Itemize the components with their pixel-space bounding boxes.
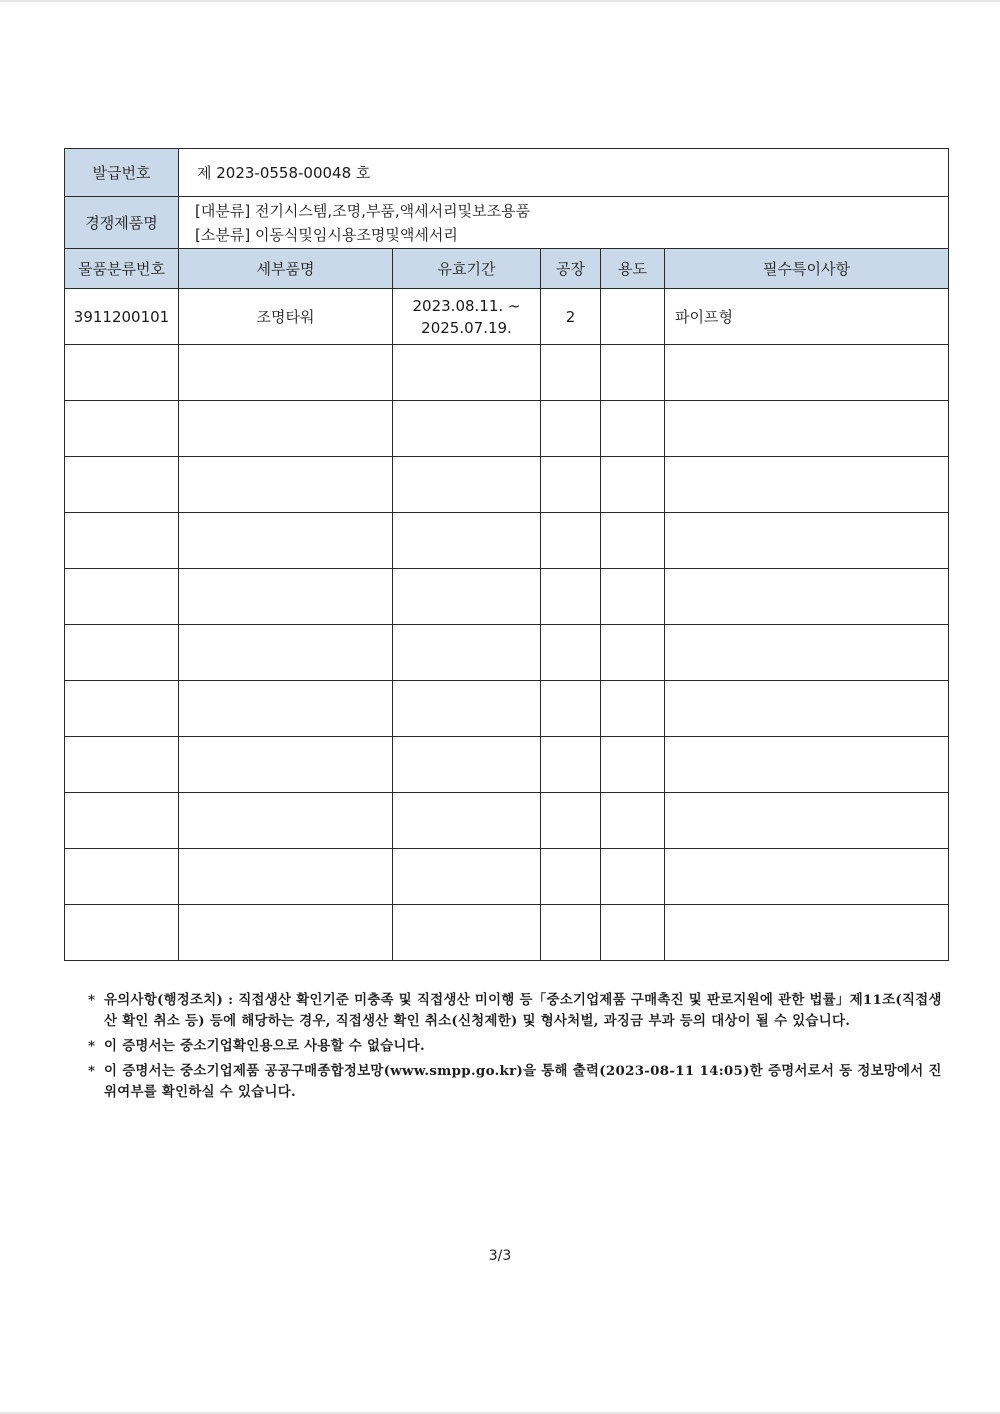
empty-cell xyxy=(393,625,541,681)
empty-cell xyxy=(65,849,179,905)
empty-cell xyxy=(541,345,601,401)
empty-table-row xyxy=(65,569,949,625)
col-header-product-name: 세부품명 xyxy=(179,249,393,289)
certificate-table xyxy=(64,148,949,961)
empty-cell xyxy=(65,401,179,457)
empty-table-row xyxy=(65,793,949,849)
empty-cell xyxy=(601,625,665,681)
empty-cell xyxy=(601,345,665,401)
empty-cell xyxy=(179,457,393,513)
empty-cell xyxy=(393,793,541,849)
product-name: 조명타워 xyxy=(179,289,393,345)
empty-cell xyxy=(601,569,665,625)
empty-cell xyxy=(179,849,393,905)
issue-number-row xyxy=(65,149,949,197)
empty-cell xyxy=(393,569,541,625)
empty-cell xyxy=(541,793,601,849)
notes-section xyxy=(88,990,948,1107)
required-remarks: 파이프형 xyxy=(665,289,949,345)
page-number: 3/3 xyxy=(488,1248,512,1264)
col-header-validity: 유효기간 xyxy=(393,249,541,289)
category-major: [대분류] 전기시스템,조명,부품,액세서리및보조용품 xyxy=(195,201,531,220)
empty-cell xyxy=(601,457,665,513)
empty-cell xyxy=(65,569,179,625)
empty-cell xyxy=(65,345,179,401)
empty-cell xyxy=(179,513,393,569)
col-header-remarks: 필수특이사항 xyxy=(665,249,949,289)
table-row xyxy=(65,289,949,345)
column-header-row xyxy=(65,249,949,289)
empty-table-row xyxy=(65,625,949,681)
note-marker: * xyxy=(88,1063,96,1079)
empty-cell xyxy=(541,401,601,457)
empty-cell xyxy=(179,793,393,849)
empty-cell xyxy=(179,625,393,681)
empty-cell xyxy=(665,737,949,793)
page-top-edge xyxy=(0,0,1000,2)
empty-cell xyxy=(601,905,665,961)
empty-cell xyxy=(601,849,665,905)
validity-start: 2023.08.11. ~ xyxy=(412,296,521,315)
empty-cell xyxy=(665,905,949,961)
empty-cell xyxy=(541,737,601,793)
factory-count: 2 xyxy=(541,289,601,345)
competitive-product-label: 경쟁제품명 xyxy=(65,197,179,249)
empty-cell xyxy=(541,625,601,681)
empty-cell xyxy=(541,569,601,625)
col-header-classification: 물품분류번호 xyxy=(65,249,179,289)
empty-cell xyxy=(179,737,393,793)
col-header-purpose: 용도 xyxy=(601,249,665,289)
issue-number-value: 제 2023-0558-00048 호 xyxy=(179,149,949,197)
empty-cell xyxy=(665,681,949,737)
purpose xyxy=(601,289,665,345)
note-item xyxy=(88,1036,948,1057)
note-item xyxy=(88,1061,948,1103)
empty-table-row xyxy=(65,849,949,905)
empty-cell xyxy=(541,849,601,905)
empty-table-row xyxy=(65,681,949,737)
empty-table-row xyxy=(65,457,949,513)
note-item xyxy=(88,990,948,1032)
empty-cell xyxy=(65,681,179,737)
empty-table-row xyxy=(65,737,949,793)
empty-cell xyxy=(665,457,949,513)
empty-cell xyxy=(665,569,949,625)
empty-cell xyxy=(665,401,949,457)
empty-cell xyxy=(541,457,601,513)
empty-cell xyxy=(393,681,541,737)
empty-cell xyxy=(665,793,949,849)
empty-table-row xyxy=(65,401,949,457)
empty-cell xyxy=(65,625,179,681)
note-marker: * xyxy=(88,1038,96,1054)
empty-cell xyxy=(393,905,541,961)
empty-cell xyxy=(665,625,949,681)
empty-cell xyxy=(393,737,541,793)
empty-cell xyxy=(665,513,949,569)
empty-cell xyxy=(393,401,541,457)
empty-cell xyxy=(179,345,393,401)
empty-cell xyxy=(665,849,949,905)
competitive-product-row xyxy=(65,197,949,249)
empty-cell xyxy=(393,345,541,401)
empty-cell xyxy=(541,681,601,737)
classification-number: 3911200101 xyxy=(65,289,179,345)
empty-table-row xyxy=(65,345,949,401)
col-header-factory: 공장 xyxy=(541,249,601,289)
empty-cell xyxy=(65,513,179,569)
empty-cell xyxy=(65,737,179,793)
empty-cell xyxy=(541,513,601,569)
validity-end: 2025.07.19. xyxy=(421,318,512,337)
empty-cell xyxy=(393,513,541,569)
empty-cell xyxy=(541,905,601,961)
empty-cell xyxy=(179,569,393,625)
note-text: 이 증명서는 중소기업확인용으로 사용할 수 없습니다. xyxy=(104,1038,425,1054)
empty-cell xyxy=(393,457,541,513)
empty-cell xyxy=(601,681,665,737)
empty-cell xyxy=(665,345,949,401)
competitive-product-value xyxy=(179,197,949,249)
empty-cell xyxy=(601,401,665,457)
note-text: 유의사항(행정조치) : 직접생산 확인기준 미충족 및 직접생산 미이행 등「중소기업제품 구매촉진 및 판로지원에 관한 법률」제11조(직접생산 확인 취소 등) 등에 해당하는 경우, 직접생산 확인 취소(신청제한) 및 형사처벌, 과징금 부과 등의 대상이 될 수 있습니다. xyxy=(104,992,942,1029)
empty-cell xyxy=(601,513,665,569)
empty-cell xyxy=(65,905,179,961)
note-marker: * xyxy=(88,992,96,1008)
empty-cell xyxy=(179,905,393,961)
empty-cell xyxy=(179,401,393,457)
empty-table-row xyxy=(65,905,949,961)
issue-number-label: 발급번호 xyxy=(65,149,179,197)
empty-cell xyxy=(601,737,665,793)
note-text: 이 증명서는 중소기업제품 공공구매종합정보망(www.smpp.go.kr)을 통해 출력(2023-08-11 14:05)한 증명서로서 동 정보망에서 진위여부를 확인하실 수 있습니다. xyxy=(104,1063,942,1100)
category-minor: [소분류] 이동식및임시용조명및액세서리 xyxy=(195,225,458,244)
empty-cell xyxy=(65,457,179,513)
empty-cell xyxy=(179,681,393,737)
empty-cell xyxy=(393,849,541,905)
empty-cell xyxy=(65,793,179,849)
empty-rows xyxy=(65,345,949,961)
validity-period xyxy=(393,289,541,345)
empty-cell xyxy=(601,793,665,849)
empty-table-row xyxy=(65,513,949,569)
